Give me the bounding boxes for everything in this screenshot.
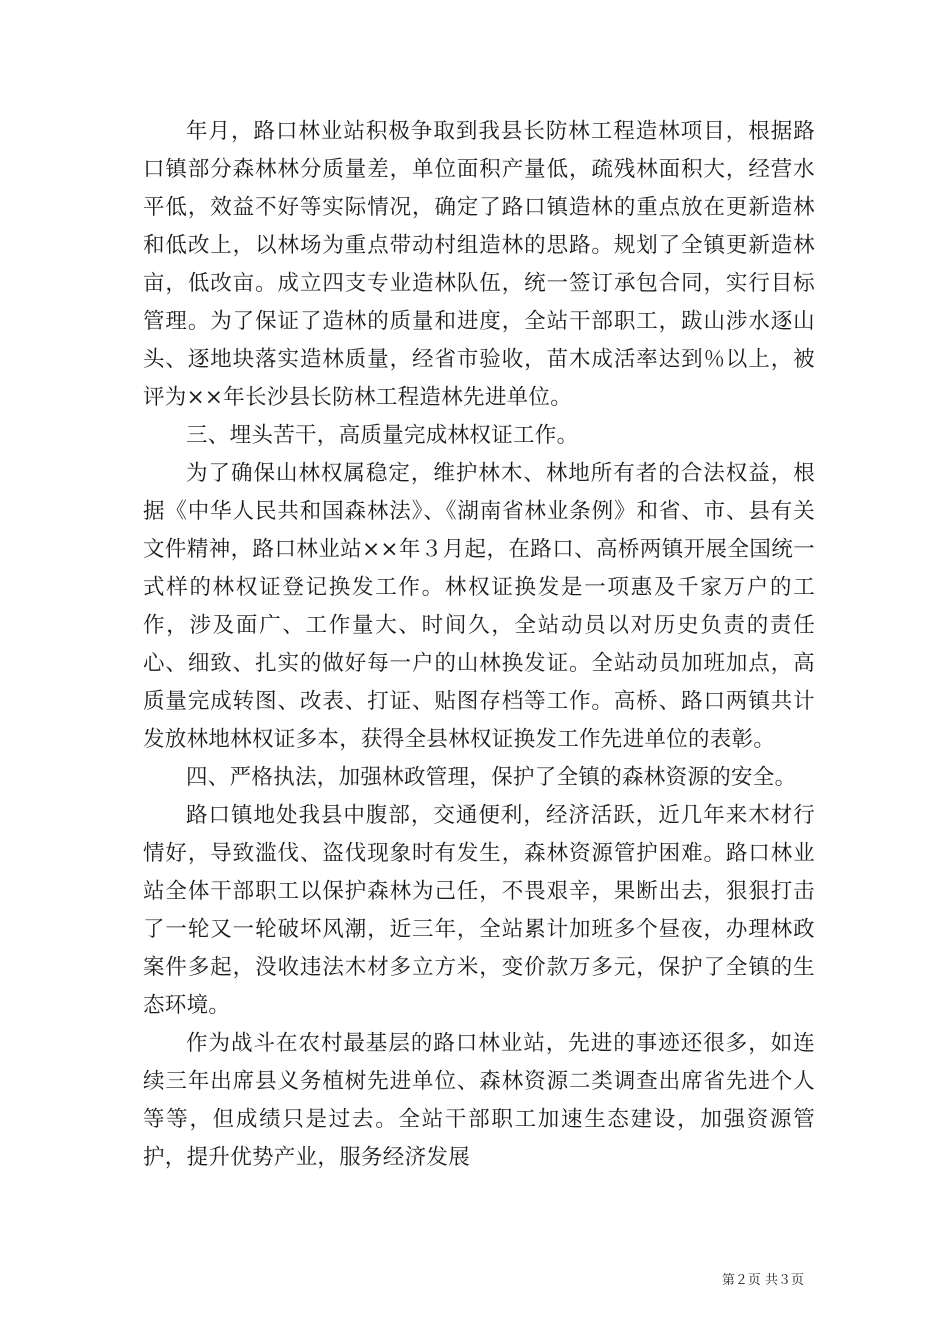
paragraph-conclusion: 作为战斗在农村最基层的路口林业站，先进的事迹还很多，如连续三年出席县义务植树先进单位、森林资源二类调查出席省先进个人等等，但成绩只是过去。全站干部职工加速生态建设，加强资源管护，提升优势产业，服务经济发展 <box>143 1031 815 1170</box>
document-body <box>143 113 815 1177</box>
page-number: 第２页 共３页 <box>721 1273 804 1288</box>
heading-section-four: 四、严格执法，加强林政管理，保护了全镇的森林资源的安全。 <box>186 765 797 790</box>
paragraph-law-enforcement: 路口镇地处我县中腹部，交通便利，经济活跃，近几年来木材行情好，导致滥伐、盗伐现象时有发生，森林资源管护困难。路口林业站全体干部职工以保护森林为己任，不畏艰辛，果断出去，狠狠打击了一轮又一轮破坏风潮，近三年，全站累计加班多个昼夜，办理林政案件多起，没收违法木材多立方米，变价款万多元，保护了全镇的生态环境。 <box>143 803 815 1018</box>
paragraph-forest-rights: 为了确保山林权属稳定，维护林木、林地所有者的合法权益，根据《中华人民共和国森林法》、《湖南省林业条例》和省、市、县有关文件精神，路口林业站××年３月起，在路口、高桥两镇开展全国统一式样的林权证登记换发工作。林权证换发是一项惠及千家万户的工作，涉及面广、工作量大、时间久，全站动员以对历史负责的责任心、细致、扎实的做好每一户的山林换发证。全站动员加班加点，高质量完成转图、改表、打证、贴图存档等工作。高桥、路口两镇共计发放林地林权证多本，获得全县林权证换发工作先进单位的表彰。 <box>143 461 815 752</box>
paragraph-afforestation: 年月，路口林业站积极争取到我县长防林工程造林项目，根据路口镇部分森林林分质量差，单位面积产量低，疏残林面积大，经营水平低，效益不好等实际情况，确定了路口镇造林的重点放在更新造林和低改上，以林场为重点带动村组造林的思路。规划了全镇更新造林亩，低改亩。成立四支专业造林队伍，统一签订承包合同，实行目标管理。为了保证了造林的质量和进度，全站干部职工，跋山涉水逐山头、逐地块落实造林质量，经省市验收，苗木成活率达到％以上，被评为××年长沙县长防林工程造林先进单位。 <box>143 119 815 410</box>
heading-section-three: 三、埋头苦干，高质量完成林权证工作。 <box>186 423 579 448</box>
